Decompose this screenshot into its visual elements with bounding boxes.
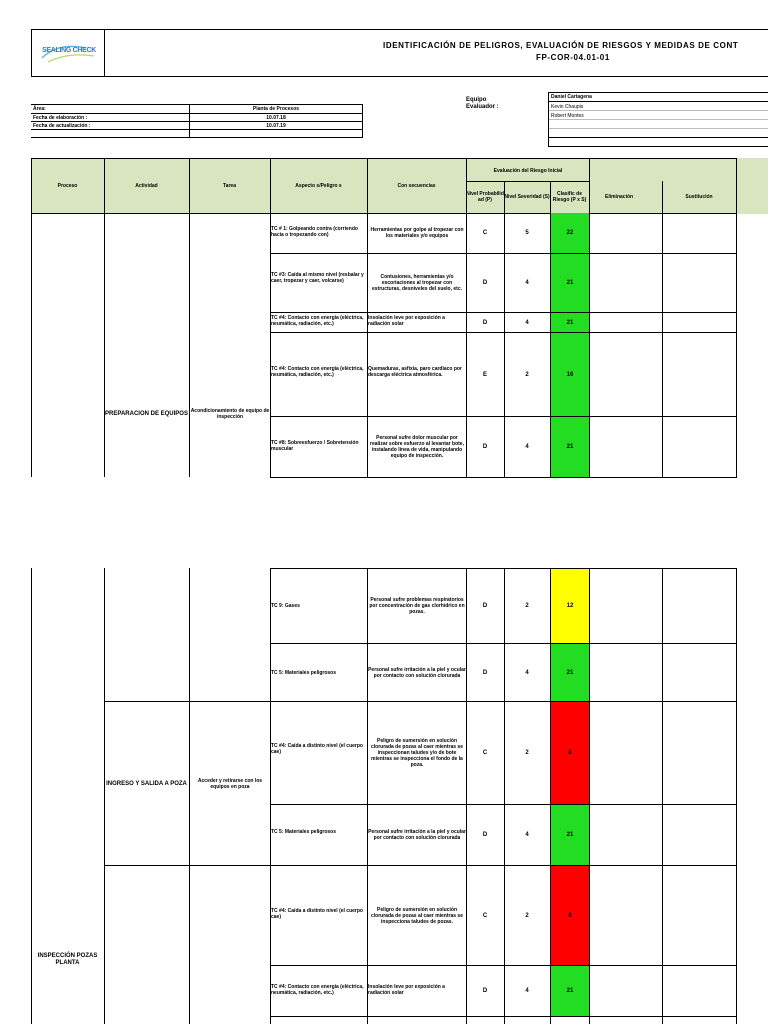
table-row-2-aspecto: TC #3: Caída al mismo nivel (resbalar y caer, tropezar y caer, volcarse) — [271, 272, 364, 284]
table-row-6-s: 2 — [525, 603, 529, 609]
col-tarea: Tarea — [223, 183, 236, 189]
table-row-8-risk: 8 — [568, 750, 572, 756]
table-row-9-p: D — [482, 832, 488, 838]
team-label: Equipo Evaluador : — [466, 97, 499, 110]
table-row-4-aspecto: TC #4: Contacto con energía (eléctrica, neumática, radiación, etc.) — [271, 366, 364, 378]
table-row-8-consecuencia: Peligro de sumersión en solución clorurada de pozas al caer mientras se inspeccionan taludes y/o de bote mientras se inspecciona el fondo de la poza. — [371, 738, 463, 768]
section-1-tarea: Acondicionamiento de equipo de inspección — [190, 408, 270, 420]
elaboration-date-label: Fecha de elaboración : — [33, 115, 88, 121]
evaluator-2: Kevin Chaupis — [551, 104, 584, 110]
table-row-1-risk: 22 — [566, 230, 574, 236]
table-row-10-p: C — [482, 912, 488, 919]
table-row-11-aspecto: TC #4: Contacto con energía (eléctrica, neumática, radiación, etc.) — [271, 984, 364, 996]
table-row-6-aspecto: TC 9: Gases — [271, 603, 300, 609]
table-row-5-s: 4 — [525, 444, 529, 450]
table-row-4-s: 2 — [525, 371, 529, 378]
col-nivel-s: Nivel Severidad (S) — [504, 194, 550, 200]
table-row-4-consecuencia: Quemaduras, asfixia, paro cardiaco por descarga eléctrica atmosférica. — [368, 366, 462, 378]
table-row-1-consecuencia: Herramientas por golpe al tropezar con los materiales y/o equipos — [370, 227, 464, 239]
table-row-7-risk: 21 — [566, 669, 574, 676]
table-row-7-aspecto: TC 5: Materiales peligrosos — [271, 670, 337, 676]
table-row-7-s: 4 — [525, 669, 529, 676]
table-row-8-s: 2 — [525, 750, 529, 756]
col-aspecto: Aspecto s/Peligro s — [295, 183, 342, 189]
table-row-7-p: D — [482, 669, 488, 676]
table-row-2-s: 4 — [525, 280, 529, 286]
col-eval-group: Evaluación del Riesgo Inicial — [493, 167, 563, 174]
table-row-3-aspecto: TC #4: Contacto con energía (eléctrica, neumática, radiación, etc.) — [271, 315, 364, 327]
section-2-tarea: Acceder y retirarse con los equipos en poza — [197, 778, 263, 790]
table-row-5-consecuencia: Personal sufre dolor muscular por realizar sobre esfuerzo al levantar bote, instalando línea de vida, manipulando equipo de inspección. — [370, 435, 464, 459]
col-eliminacion: Eliminación — [605, 194, 634, 200]
col-consecuencias: Con secuencias — [397, 183, 436, 189]
table-row-11-p: D — [482, 988, 488, 994]
elaboration-date-value: 10.07.18 — [266, 115, 286, 121]
col-clasificacion: Clasific de Riesgo (P x S) — [552, 191, 587, 203]
table-row-3-p: D — [482, 319, 488, 326]
table-row-4-p: E — [482, 371, 487, 378]
table-row-2-p: D — [482, 280, 488, 286]
table-row-5-p: D — [482, 444, 488, 450]
evaluator-1: Daniel Cartagena — [551, 94, 592, 100]
area-label: Área: — [33, 106, 46, 112]
table-row-11-risk: 21 — [566, 988, 574, 994]
logo-text: SEALING CHECK — [42, 47, 97, 54]
table-row-9-aspecto: TC 5: Materiales peligrosos — [271, 829, 337, 835]
table-row-1-s: 5 — [525, 230, 529, 236]
table-row-4-risk: 16 — [566, 371, 574, 378]
company-logo — [38, 38, 98, 66]
table-row-10-aspecto: TC #4: Caída a distinto nivel (el cuerpo cae) — [271, 908, 363, 920]
table-row-8-p: C — [482, 750, 488, 756]
table-row-1-aspecto: TC # 1: Golpeando contra (corriendo hacia o tropezando con) — [271, 226, 358, 238]
col-nivel-p: Nivel Probabilid ad (P) — [466, 191, 504, 203]
col-actividad: Actividad — [135, 183, 158, 189]
area-value: Planta de Procesos — [252, 106, 300, 112]
table-row-7-consecuencia: Personal sufre irritación a la piel y ocular por contacto con solución clorurada — [368, 666, 466, 679]
table-row-5-aspecto: TC #8: Sobreesfuerzo / Sobretensión muscular — [271, 440, 359, 452]
table-row-6-risk: 12 — [566, 603, 574, 609]
table-row-1-p: C — [482, 230, 488, 236]
table-row-3-s: 4 — [525, 319, 529, 326]
table-row-9-consecuencia: Personal sufre irritación a la piel y ocular por contacto con solución clorurada — [368, 829, 466, 841]
col-sustitucion: Sustitución — [685, 194, 713, 200]
update-date-label: Fecha de actualización : — [33, 123, 91, 129]
section-2-actividad: INGRESO Y SALIDA A POZA — [106, 780, 187, 787]
table-row-2-consecuencia: Contusiones, herramientas y/o escoriaciones al tropezar con estructuras, desniveles del suelo, etc. — [371, 274, 463, 292]
table-row-8-aspecto: TC #4: Caída a distinto nivel (el cuerpo cae) — [271, 743, 363, 755]
table-row-3-consecuencia: Insolación leve por exposición a radiación solar — [368, 315, 445, 327]
table-row-6-consecuencia: Personal sufre problemas respiratorios por concentración de gas clorhídrico en pozas. — [369, 597, 465, 615]
table-row-2-risk: 21 — [566, 280, 574, 286]
table-row-5-risk: 21 — [566, 444, 574, 450]
col-proceso: Proceso — [57, 183, 78, 189]
table-row-3-risk: 21 — [566, 319, 574, 326]
table-row-10-consecuencia: Peligro de sumersión en solución clorurada de pozas al caer mientras se inspecciona taludes de pozas. — [371, 906, 463, 925]
table-row-11-s: 4 — [525, 988, 529, 994]
table-row-11-consecuencia: Insolación leve por exposición a radiación solar — [368, 984, 445, 996]
table-row-9-risk: 21 — [566, 832, 574, 838]
document-title: IDENTIFICACIÓN DE PELIGROS, EVALUACIÓN DE RIESGOS Y MEDIDAS DE CONT — [383, 41, 739, 50]
section-1-actividad: PREPARACION DE EQUIPOS — [105, 410, 188, 417]
table-row-6-p: D — [482, 603, 488, 609]
table-row-9-s: 4 — [525, 832, 529, 838]
table-row-10-s: 2 — [525, 912, 529, 919]
table-row-10-risk: 8 — [568, 912, 572, 919]
section-2-proceso: INSPECCIÓN POZAS PLANTA — [37, 953, 98, 966]
document-code: FP-COR-04.01-01 — [536, 53, 610, 62]
update-date-value: 10.07.19 — [266, 123, 286, 129]
evaluator-3: Robert Montes — [551, 113, 584, 119]
